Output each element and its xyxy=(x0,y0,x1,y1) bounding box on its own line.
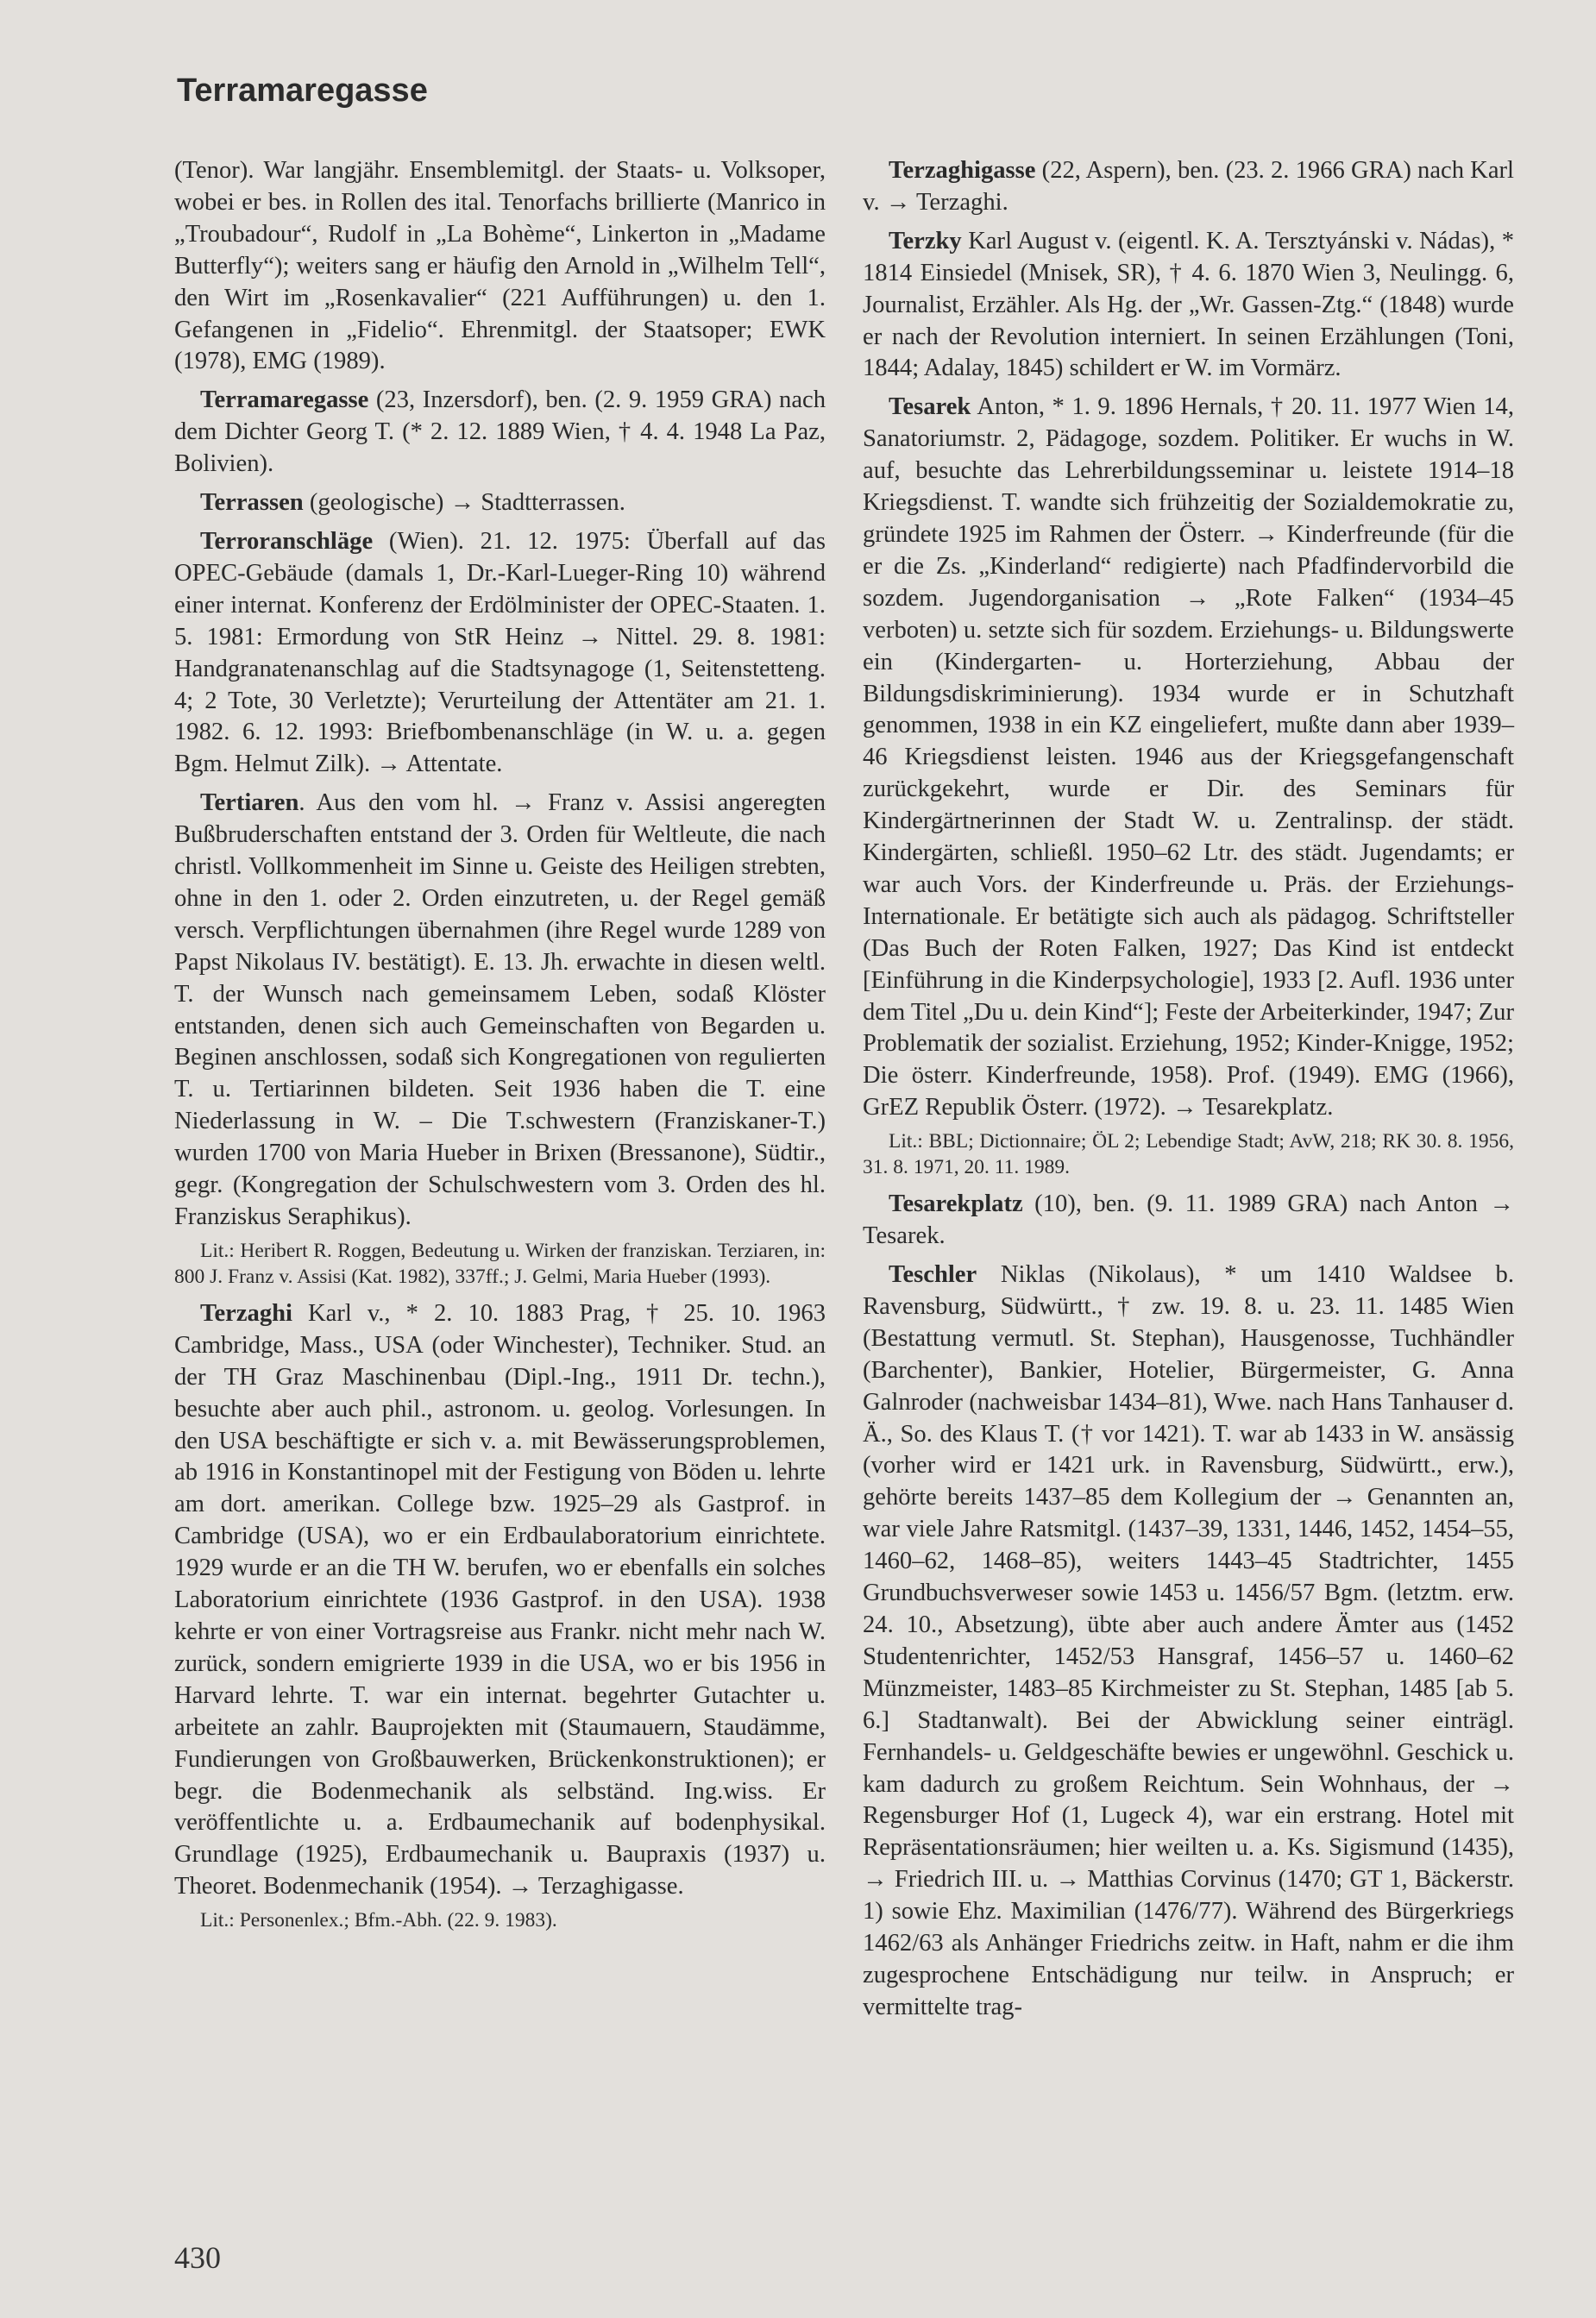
entry-text: (23, Inzersdorf), ben. (2. 9. 1959 GRA) nach dem Dichter Georg T. (* 2. 12. 1889 Wien, † 4. 4. 1948 La Paz, Bolivien). xyxy=(174,386,826,478)
entry-text: (Tenor). War langjähr. Ensemblemitgl. der Staats- u. Volksoper, wobei er bes. in Rollen des ital. Tenorfachs brillierte (Manrico in „Troubadour“, Rudolf in „La Bohème“, Linkerton in „Madame Butterfly“); weiters sang er häufig den Arnold in „Wilhelm Tell“, den Wirt im „Rosenkavalier“ (221 Aufführungen) u. den 1. Gefangenen in „Fidelio“. Ehrenmitgl. der Staatsoper; EWK (1978), EMG (1989). xyxy=(174,157,826,375)
entry-teschler xyxy=(863,1260,1514,2024)
entry-text: . Aus den vom hl. → Franz v. Assisi angeregten Bußbruderschaften entstand der 3. Orden für Weltleute, die nach christl. Vollkommenheit im Sinne u. Geiste des Heiligen strebten, ohne in den 1. oder 2. Orden einzutreten, u. der Regel gemäß versch. Verpflichtungen übernahmen (ihre Regel wurde 1289 von Papst Nikolaus IV. bestätigt). E. 13. Jh. erwachte in diesen weltl. T. der Wunsch nach gemeinsamem Leben, sodaß Klöster entstanden, denen sich auch Gemeinschaften von Begarden u. Beginen anschlossen, sodaß sich Kongregationen von regulierten T. u. Tertiarinnen bildeten. Seit 1936 haben die T. eine Niederlassung in W. – Die T.schwestern (Franziskaner-T.) wurden 1700 von Maria Hueber in Brixen (Bressanone), Südtir., gegr. (Kongregation der Schulschwestern vom 3. Orden des hl. Franziskus Seraphikus). xyxy=(174,789,826,1230)
entry-headword: Terroranschläge xyxy=(200,527,374,555)
entry-headword: Terrassen xyxy=(200,489,304,517)
entry-headword: Terzaghi xyxy=(200,1299,292,1327)
entry-tesarek xyxy=(863,392,1514,1124)
entry-text: (geologische) → Stadtterrassen. xyxy=(303,489,625,517)
running-head: Terramaregasse xyxy=(177,72,428,109)
entry-headword: Tertiaren xyxy=(200,789,299,817)
entry-tertiaren xyxy=(174,788,826,1234)
entry-continuation xyxy=(174,155,826,378)
page-number: 430 xyxy=(174,2240,221,2275)
entry-text: (Wien). 21. 12. 1975: Überfall auf das OPEC-Gebäude (damals 1, Dr.-Karl-Lueger-Ring 10) während einer internat. Konferenz der Erdölminister der OPEC-Staaten. 1. 5. 1981: Ermordung von StR Heinz → Nittel. 29. 8. 1981: Handgranatenanschlag auf die Stadtsynagoge (1, Seitenstetteng. 4; 2 Tote, 30 Verletzte); Verurteilung der Attentäter am 21. 1. 1982. 6. 12. 1993: Briefbombenanschläge (in W. u. a. gegen Bgm. Helmut Zilk). → Attentate. xyxy=(174,527,826,778)
entry-terzaghigasse xyxy=(863,155,1514,219)
entry-text: Niklas (Nikolaus), * um 1410 Waldsee b. Ravensburg, Südwürtt., † zw. 19. 8. u. 23. 11. 1485 Wien (Bestattung vermutl. St. Stephan), Hausgenosse, Tuchhändler (Barchenter), Bankier, Hotelier, Bürgermeister, G. Anna Galnroder (nachweisbar 1434–81), Wwe. nach Hans Tanhauser d. Ä., So. des Klaus T. († vor 1421). T. war ab 1433 in W. ansässig (vorher wird er 1421 urk. in Ravensburg, Südwürtt., erw.), gehörte bereits 1437–85 dem Kollegium der → Genannten an, war viele Jahre Ratsmitgl. (1437–39, 1331, 1446, 1452, 1454–55, 1460–62, 1468–85), weiters 1443–45 Stadtrichter, 1455 Grundbuchsverweser sowie 1453 u. 1456/57 Bgm. (letztm. erw. 24. 10., Absetzung), übte aber auch andere Ämter aus (1452 Studentenrichter, 1452/53 Hansgraf, 1456–57 u. 1460–62 Münzmeister, 1483–85 Kirchmeister zu St. Stephan, 1485 [ab 5. 6.] Stadtanwalt). Bei der Abwicklung seiner einträgl. Fernhandels- u. Geldgeschäfte bewies er ungewöhnl. Geschick u. kam dadurch zu großem Reichtum. Sein Wohnhaus, der → Regensburger Hof (1, Lugeck 4), war ein erstrang. Hotel mit Repräsentationsräumen; hier weilten u. a. Ks. Sigismund (1435), → Friedrich III. u. → Matthias Corvinus (1470; GT 1, Bäckerstr. 1) sowie Ehz. Maximilian (1476/77). Während des Bürgerkriegs 1462/63 als Anhänger Friedrichs zeitw. in Haft, nahm er die ihm zugesprochene Entschädigung nur teilw. in Anspruch; er vermittelte trag- xyxy=(863,1261,1514,2020)
right-column xyxy=(863,155,1514,2031)
entry-terzaghi xyxy=(174,1298,826,1903)
entry-text: Anton, * 1. 9. 1896 Hernals, † 20. 11. 1977 Wien 14, Sanatoriumstr. 2, Pädagoge, sozdem. Politiker. Er wuchs in W. auf, besuchte das Lehrerbildungsseminar u. leistete 1914–18 Kriegsdienst. T. wandte sich frühzeitig der Sozialdemokratie zu, gründete 1925 im Rahmen der Österr. → Kinderfreunde (für die er die Zs. „Kinderland“ redigierte) nach Pfadfindervorbild die sozdem. Jugendorganisation → „Rote Falken“ (1934–45 verboten) u. setzte sich für sozdem. Erziehungs- u. Bildungswerte ein (Kindergarten- u. Horterziehung, Abbau der Bildungsdiskriminierung). 1934 wurde er in Schutzhaft genommen, 1938 in ein KZ eingeliefert, mußte dann aber 1939–46 Kriegsdienst leisten. 1946 aus der Kriegsgefangenschaft zurückgekehrt, wurde er Dir. des Seminars für Kindergärtnerinnen der Stadt W. u. Zentralinsp. der städt. Kindergärten, schließl. 1950–62 Ltr. des städt. Jugendamts; er war auch Vors. der Kinderfreunde u. Präs. der Erziehungs-Internationale. Er betätigte sich auch als pädagog. Schriftsteller (Das Buch der Roten Falken, 1927; Das Kind ist entdeckt [Einführung in die Kinderpsychologie], 1933 [2. Aufl. 1936 unter dem Titel „Du u. dein Kind“]; Feste der Arbeiterkinder, 1947; Zur Problematik der sozialist. Erziehung, 1952; Kinder-Knigge, 1952; Die österr. Kinderfreunde, 1958). Prof. (1949). EMG (1966), GrEZ Republik Österr. (1972). → Tesarekplatz. xyxy=(863,393,1514,1121)
entry-terzky xyxy=(863,226,1514,386)
literature-text: Lit.: Personenlex.; Bfm.-Abh. (22. 9. 1983). xyxy=(200,1909,557,1932)
entry-headword: Terramaregasse xyxy=(200,386,369,414)
entry-text: Karl v., * 2. 10. 1883 Prag, † 25. 10. 1963 Cambridge, Mass., USA (oder Winchester), Techniker. Stud. an der TH Graz Maschinenbau (Dipl.-Ing., 1911 Dr. techn.), besuchte aber auch phil., astronom. u. geolog. Vorlesungen. In den USA beschäftigte er sich v. a. mit Bewässerungsproblemen, ab 1916 in Konstantinopel mit der Festigung von Böden u. lehrte am dort. amerikan. College bzw. 1925–29 als Gastprof. in Cambridge (USA), wo er ein Erdbaulaboratorium einrichtete. 1929 wurde er an die TH W. berufen, wo er ebenfalls ein solches Laboratorium einrichtete (1936 Gastprof. in den USA). 1938 kehrte er von einer Vortragsreise aus Frankr. nicht mehr nach W. zurück, sondern emigrierte 1939 in die USA, wo er bis 1956 in Harvard lehrte. T. war ein internat. begehrter Gutachter u. arbeitete an zahlr. Bauprojekten mit (Staumauern, Staudämme, Fundierungen von Großbauwerken, Brückenkonstruktionen); er begr. die Bodenmechanik als selbständ. Ing.wiss. Er veröffentlichte u. a. Erdbaumechanik auf bodenphysikal. Grundlage (1925), Erdbaumechanik u. Baupraxis (1937) u. Theoret. Bodenmechanik (1954). → Terzaghigasse. xyxy=(174,1299,826,1900)
entry-text: Karl August v. (eigentl. K. A. Tersztyánski v. Nádas), * 1814 Einsiedel (Mnisek, SR), † 4. 6. 1870 Wien 3, Neulingg. 6, Journalist, Erzähler. Als Hg. der „Wr. Gassen-Ztg.“ (1848) wurde er nach der Revolution interniert. In seinen Erzählungen (Toni, 1844; Adalay, 1845) schildert er W. im Vormärz. xyxy=(863,227,1514,382)
entry-tesarekplatz xyxy=(863,1189,1514,1253)
entry-headword: Tesarekplatz xyxy=(889,1190,1023,1218)
entry-terrassen xyxy=(174,487,826,519)
entry-headword: Tesarek xyxy=(889,393,971,421)
entry-headword: Terzky xyxy=(889,227,962,254)
entry-headword: Teschler xyxy=(889,1261,977,1288)
entry-terramaregasse xyxy=(174,385,826,481)
entry-text: (22, Aspern), ben. (23. 2. 1966 GRA) nach Karl v. → Terzaghi. xyxy=(863,157,1514,216)
literature-note xyxy=(863,1128,1514,1180)
literature-note xyxy=(174,1907,826,1933)
left-column xyxy=(174,155,826,1942)
literature-note xyxy=(174,1238,826,1290)
literature-text: Lit.: BBL; Dictionnaire; ÖL 2; Lebendige Stadt; AvW, 218; RK 30. 8. 1956, 31. 8. 1971, 20. 11. 1989. xyxy=(863,1130,1514,1179)
entry-headword: Terzaghigasse xyxy=(889,157,1036,184)
entry-text: (10), ben. (9. 11. 1989 GRA) nach Anton → Tesarek. xyxy=(863,1190,1514,1250)
literature-text: Lit.: Heribert R. Roggen, Bedeutung u. Wirken der franziskan. Terziaren, in: 800 J. Franz v. Assisi (Kat. 1982), 337ff.; J. Gelmi, Maria Hueber (1993). xyxy=(174,1239,826,1288)
entry-terroranschlaege xyxy=(174,526,826,781)
